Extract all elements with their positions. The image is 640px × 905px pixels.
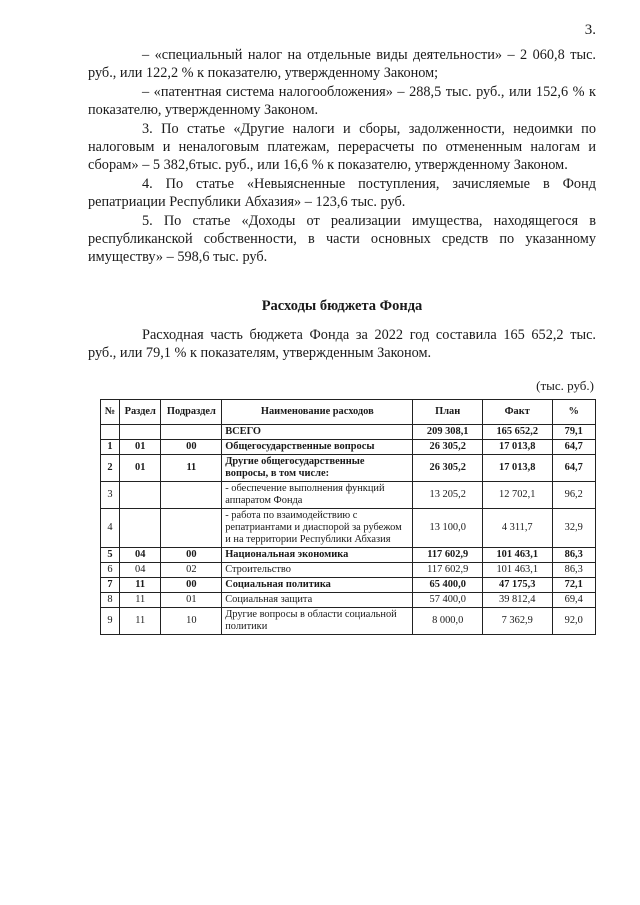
cell-name: - обеспечение выполнения функций аппаратом Фонда [222, 482, 413, 509]
cell-no: 7 [101, 578, 120, 593]
paragraph: – «специальный налог на отдельные виды деятельности» – 2 060,8 тыс. руб., или 122,2 % к показателю, утвержденному Законом; [88, 47, 596, 82]
header-section: Раздел [119, 400, 161, 425]
cell-no: 6 [101, 563, 120, 578]
header-fact: Факт [482, 400, 552, 425]
cell-fact: 4 311,7 [482, 509, 552, 548]
cell-subsection: 02 [161, 563, 222, 578]
header-name: Наименование расходов [222, 400, 413, 425]
cell-percent: 32,9 [552, 509, 596, 548]
cell-section [119, 509, 161, 548]
paragraph: Расходная часть бюджета Фонда за 2022 год составила 165 652,2 тыс. руб., или 79,1 % к показателям, утвержденным Законом. [88, 327, 596, 362]
table-header-row [101, 400, 596, 425]
cell-name: Другие общегосударственные вопросы, в том числе: [222, 455, 413, 482]
section-heading: Расходы бюджета Фонда [261, 298, 423, 314]
cell-subsection: 00 [161, 548, 222, 563]
cell-percent: 64,7 [552, 455, 596, 482]
cell-percent: 79,1 [552, 425, 596, 440]
cell-plan: 26 305,2 [413, 440, 483, 455]
cell-section: 01 [119, 440, 161, 455]
cell-section: 11 [119, 578, 161, 593]
cell-fact: 47 175,3 [482, 578, 552, 593]
cell-name: Социальная защита [222, 593, 413, 608]
cell-percent: 86,3 [552, 548, 596, 563]
cell-percent: 72,1 [552, 578, 596, 593]
cell-no: 1 [101, 440, 120, 455]
cell-no: 3 [101, 482, 120, 509]
cell-name: Национальная экономика [222, 548, 413, 563]
cell-plan: 57 400,0 [413, 593, 483, 608]
paragraph: – «патентная система налогообложения» – 288,5 тыс. руб., или 152,6 % к показателю, утвержденному Законом. [88, 83, 596, 119]
expenses-table [100, 399, 596, 635]
cell-plan: 26 305,2 [413, 455, 483, 482]
header-percent: % [552, 400, 596, 425]
table-row [101, 425, 596, 440]
cell-name: Общегосударственные вопросы [222, 440, 413, 455]
cell-percent: 92,0 [552, 608, 596, 635]
cell-fact: 39 812,4 [482, 593, 552, 608]
paragraph: 4. По статье «Невыясненные поступления, зачисляемые в Фонд репатриации Республики Абхазия» – 123,6 тыс. руб. [88, 175, 596, 211]
cell-percent: 86,3 [552, 563, 596, 578]
cell-fact: 165 652,2 [482, 425, 552, 440]
cell-section: 04 [119, 563, 161, 578]
header-no: № [101, 400, 120, 425]
cell-no: 2 [101, 455, 120, 482]
cell-percent: 96,2 [552, 482, 596, 509]
cell-section: 11 [119, 608, 161, 635]
cell-fact: 101 463,1 [482, 548, 552, 563]
table-row [101, 593, 596, 608]
cell-name: Социальная политика [222, 578, 413, 593]
table-row [101, 608, 596, 635]
table-row [101, 440, 596, 455]
cell-plan: 65 400,0 [413, 578, 483, 593]
cell-section: 11 [119, 593, 161, 608]
cell-section: 04 [119, 548, 161, 563]
cell-plan: 117 602,9 [413, 563, 483, 578]
table-row [101, 455, 596, 482]
cell-subsection: 11 [161, 455, 222, 482]
cell-plan: 13 205,2 [413, 482, 483, 509]
cell-plan: 117 602,9 [413, 548, 483, 563]
table-row [101, 509, 596, 548]
cell-percent: 69,4 [552, 593, 596, 608]
cell-plan: 13 100,0 [413, 509, 483, 548]
cell-subsection: 01 [161, 593, 222, 608]
cell-no: 5 [101, 548, 120, 563]
cell-no: 4 [101, 509, 120, 548]
cell-subsection [161, 482, 222, 509]
paragraph: 3. По статье «Другие налоги и сборы, задолженности, недоимки по налоговым и неналоговым платежам, перерасчеты по отмененным налогам и сборам» – 5 382,6тыс. руб., или 16,6 % к показателю, утвержденному Законом. [88, 120, 596, 174]
cell-fact: 17 013,8 [482, 440, 552, 455]
cell-name: Другие вопросы в области социальной политики [222, 608, 413, 635]
cell-no: 9 [101, 608, 120, 635]
cell-plan: 209 308,1 [413, 425, 483, 440]
body-text [88, 46, 596, 267]
cell-section: 01 [119, 455, 161, 482]
cell-name: ВСЕГО [222, 425, 413, 440]
cell-plan: 8 000,0 [413, 608, 483, 635]
cell-section [119, 482, 161, 509]
page-number: 3. [584, 22, 596, 38]
unit-note: (тыс. руб.) [536, 378, 594, 393]
table-row [101, 482, 596, 509]
table-row [101, 563, 596, 578]
header-plan: План [413, 400, 483, 425]
cell-fact: 17 013,8 [482, 455, 552, 482]
cell-fact: 101 463,1 [482, 563, 552, 578]
header-subsection: Подраздел [161, 400, 222, 425]
cell-fact: 12 702,1 [482, 482, 552, 509]
table-row [101, 578, 596, 593]
table-row [101, 548, 596, 563]
intro-text [88, 326, 596, 363]
cell-subsection [161, 425, 222, 440]
cell-name: - работа по взаимодействию с репатриантами и диаспорой за рубежом и на территории Республики Абхазия [222, 509, 413, 548]
cell-subsection: 00 [161, 578, 222, 593]
cell-section [119, 425, 161, 440]
cell-subsection [161, 509, 222, 548]
cell-percent: 64,7 [552, 440, 596, 455]
cell-subsection: 10 [161, 608, 222, 635]
cell-name: Строительство [222, 563, 413, 578]
cell-fact: 7 362,9 [482, 608, 552, 635]
cell-no: 8 [101, 593, 120, 608]
paragraph: 5. По статье «Доходы от реализации имущества, находящегося в республиканской собственности, в части основных средств по указанному имуществу» – 598,6 тыс. руб. [88, 212, 596, 266]
cell-no [101, 425, 120, 440]
cell-subsection: 00 [161, 440, 222, 455]
